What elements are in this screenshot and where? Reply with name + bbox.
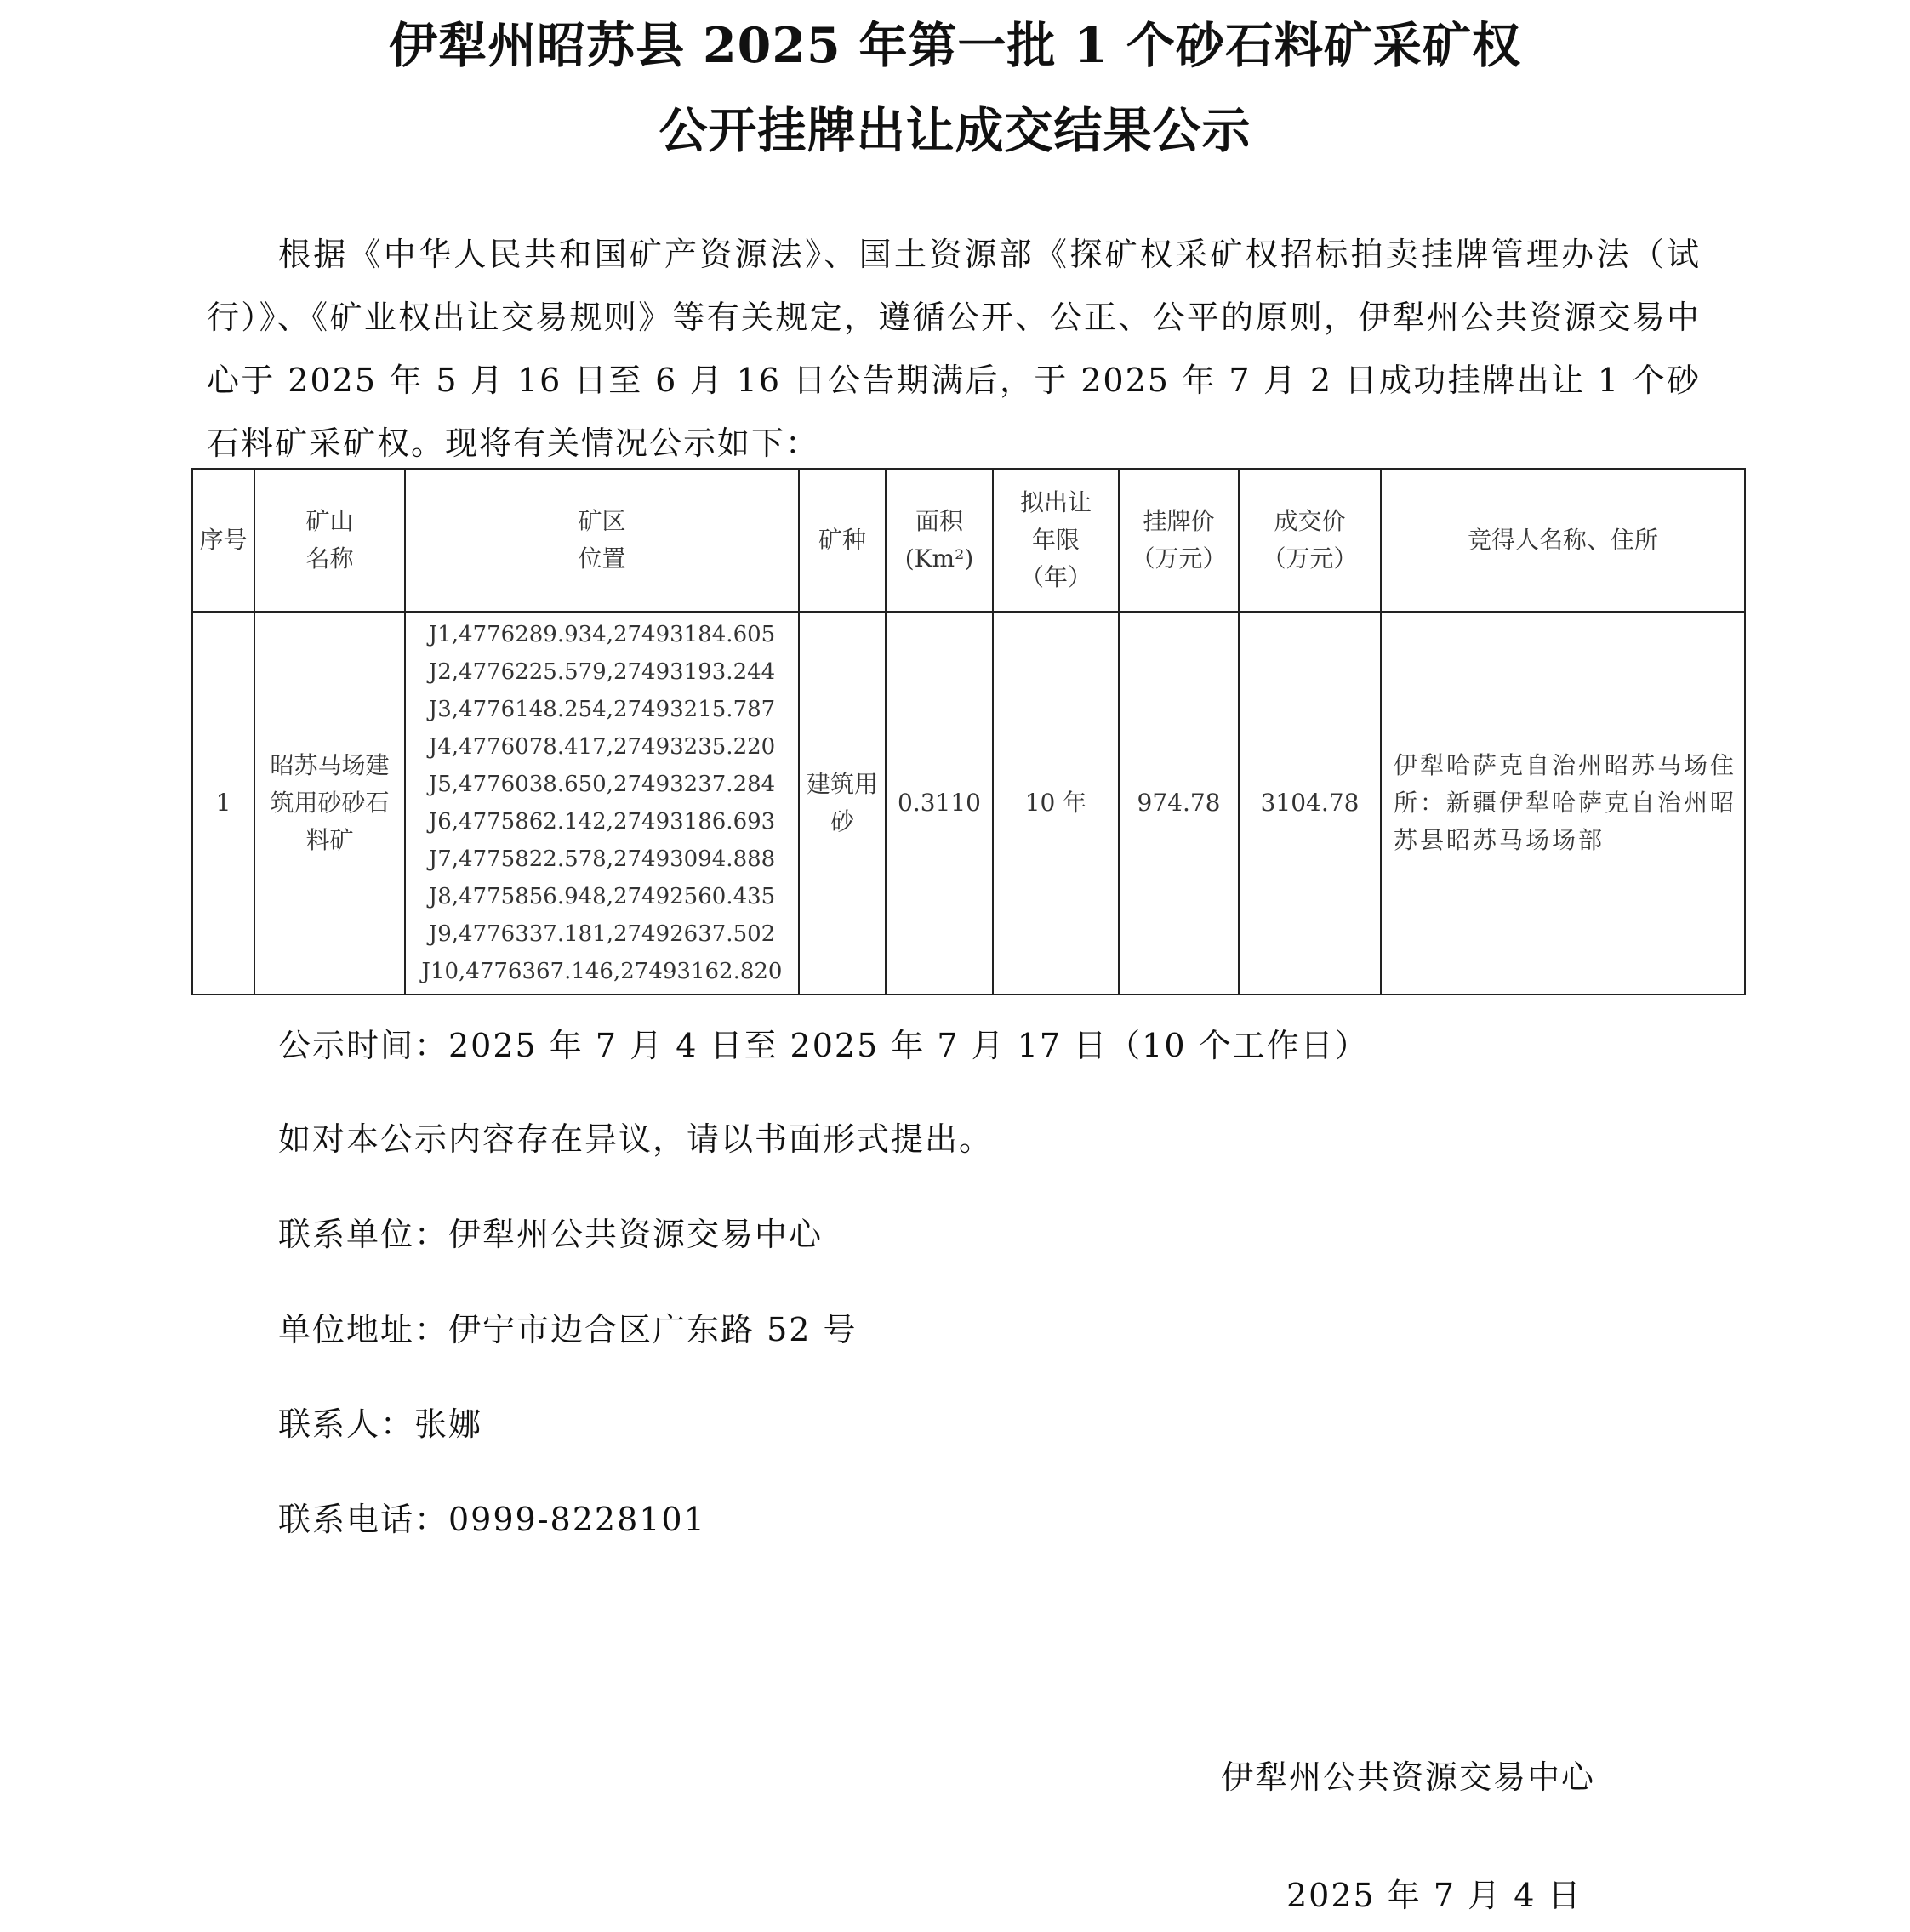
contact-phone: 联系电话：0999-8228101 [278, 1501, 706, 1538]
cell-term: 10 年 [993, 612, 1119, 994]
header-deal-price: 成交价 （万元） [1239, 469, 1381, 612]
header-mineral-type: 矿种 [799, 469, 886, 612]
intro-paragraph: 根据《中华人民共和国矿产资源法》、国土资源部《探矿权采矿权招标拍卖挂牌管理办法（试行）》、《矿业权出让交易规则》等有关规定，遵循公开、公正、公平的原则，伊犁州公共资源交易中心于 2025 年 5 月 16 日至 6 月 16 日公告期满后，于 2025 年 7 月 2 日成功挂牌出让 1 个砂石料矿采矿权。现将有关情况公示如下： [207, 236, 1701, 462]
coordinate-point: J1,4776289.934,27493184.605 [428, 622, 776, 647]
result-table [191, 468, 1746, 995]
page-title: 伊犁州昭苏县 2025 年第一批 1 个砂石料矿采矿权 [389, 17, 1521, 74]
cell-list-price: 974.78 [1119, 612, 1239, 994]
notice-period: 公示时间：2025 年 7 月 4 日至 2025 年 7 月 17 日（10 个工作日） [278, 1027, 1369, 1064]
header-area: 面积 (Km²) [886, 469, 993, 612]
coordinate-point: J10,4776367.146,27493162.820 [421, 959, 783, 984]
objection-note: 如对本公示内容存在异议，请以书面形式提出。 [278, 1120, 994, 1158]
cell-area: 0.3110 [886, 612, 993, 994]
header-list-price: 挂牌价 （万元） [1119, 469, 1239, 612]
cell-seq: 1 [192, 612, 254, 994]
table-row [192, 612, 1745, 994]
header-location: 矿区 位置 [405, 469, 799, 612]
unit-address: 单位地址：伊宁市边合区广东路 52 号 [278, 1311, 858, 1348]
header-seq: 序号 [192, 469, 254, 612]
cell-winner: 伊犁哈萨克自治州昭苏马场住所：新疆伊犁哈萨克自治州昭苏县昭苏马场场部 [1381, 612, 1745, 994]
coordinate-point: J7,4775822.578,27493094.888 [428, 846, 776, 872]
signature-org: 伊犁州公共资源交易中心 [1221, 1758, 1596, 1796]
header-mine-name: 矿山 名称 [254, 469, 405, 612]
header-winner: 竞得人名称、住所 [1381, 469, 1745, 612]
signature-date: 2025 年 7 月 4 日 [1286, 1877, 1582, 1914]
coordinate-point: J6,4775862.142,27493186.693 [428, 809, 776, 835]
cell-mine-name: 昭苏马场建筑用砂砂石料矿 [254, 612, 405, 994]
cell-coordinates [405, 612, 799, 994]
page-subtitle: 公开挂牌出让成交结果公示 [659, 102, 1251, 159]
coordinate-point: J2,4776225.579,27493193.244 [428, 659, 776, 685]
coordinate-point: J3,4776148.254,27493215.787 [428, 697, 776, 722]
coordinate-point: J4,4776078.417,27493235.220 [428, 734, 776, 760]
contact-person: 联系人：张娜 [278, 1405, 483, 1443]
header-term: 拟出让 年限 （年） [993, 469, 1119, 612]
table-header-row [192, 469, 1745, 612]
coordinate-point: J9,4776337.181,27492637.502 [428, 921, 776, 947]
cell-mineral-type: 建筑用砂 [799, 612, 886, 994]
coordinate-point: J8,4775856.948,27492560.435 [428, 884, 776, 909]
coordinate-point: J5,4776038.650,27493237.284 [428, 772, 776, 797]
cell-deal-price: 3104.78 [1239, 612, 1381, 994]
contact-unit: 联系单位：伊犁州公共资源交易中心 [278, 1216, 824, 1253]
